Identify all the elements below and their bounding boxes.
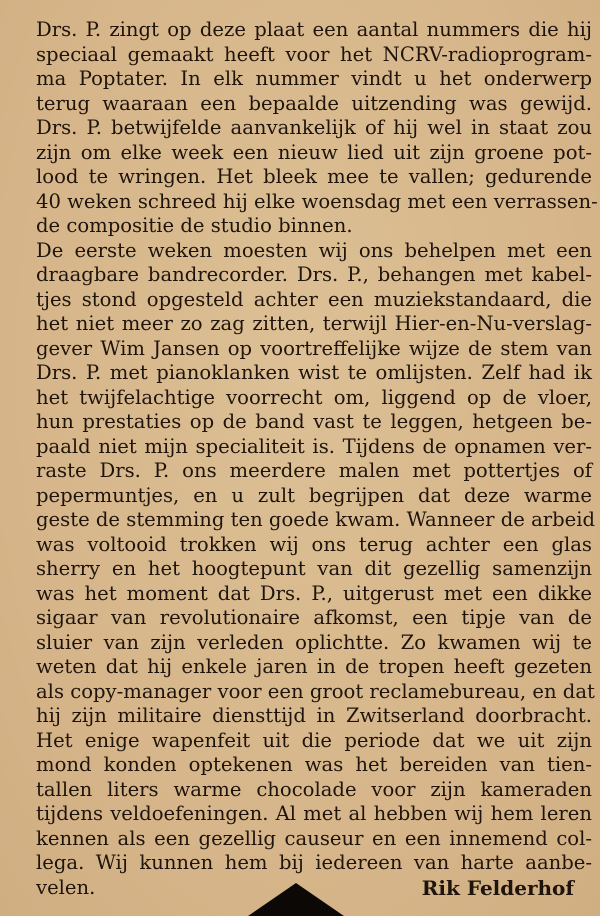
text-line: 40 weken schreed hij elke woensdag met een verrassen- — [36, 189, 598, 213]
paragraph — [36, 238, 596, 901]
liner-notes-text — [36, 18, 598, 900]
text-line: De eerste weken moesten wij ons behelpen met een — [36, 238, 592, 262]
text-line: Drs. P. met pianoklanken wist te omlijsten. Zelf had ik — [36, 361, 592, 384]
text-line: pepermuntjes, en u zult begrijpen dat deze warme — [36, 483, 592, 507]
text-line: tjes stond opgesteld achter een muziekstandaard, die — [36, 287, 592, 311]
text-line: velen. — [36, 875, 96, 899]
text-line: sigaar van revolutionaire afkomst, een tipje van de — [36, 606, 592, 629]
text-line: het niet meer zo zag zitten, terwijl Hier-en-Nu-verslag- — [36, 312, 592, 335]
text-line: hij zijn militaire diensttijd in Zwitserland doorbracht. — [36, 704, 592, 727]
text-line: speciaal gemaakt heeft voor het NCRV-radioprogram- — [36, 42, 592, 66]
text-line: zijn om elke week een nieuw lied uit zijn groene pot- — [36, 140, 592, 164]
text-line: lega. Wij kunnen hem bij iedereen van harte aanbe- — [36, 851, 592, 874]
text-line: lood te wringen. Het bleek mee te vallen; gedurende — [36, 165, 592, 188]
text-line: hun prestaties op de band vast te leggen, hetgeen be- — [36, 410, 592, 433]
text-line: het twijfelachtige voorrecht om, liggend op de vloer, — [36, 385, 592, 409]
text-line: was het moment dat Drs. P., uitgerust met een dikke — [36, 581, 592, 605]
text-line: terug waaraan een bepaalde uitzending was gewijd. — [36, 91, 592, 115]
text-line: draagbare bandrecorder. Drs. P., behangen met kabel- — [36, 263, 592, 286]
text-line: de compositie de studio binnen. — [36, 214, 353, 237]
text-line: was voltooid trokken wij ons terug achter een glas — [36, 532, 592, 556]
text-line: kennen als een gezellig causeur en een innemend col- — [36, 826, 592, 850]
text-line: Drs. P. betwijfelde aanvankelijk of hij wel in staat zou — [36, 116, 592, 139]
text-line: weten dat hij enkele jaren in de tropen heeft gezeten — [36, 655, 592, 678]
text-line: mond konden optekenen was het bereiden van tien- — [36, 753, 592, 776]
text-line: gever Wim Jansen op voortreffelijke wijze de stem van — [36, 336, 592, 360]
author-signature: Rik Felderhof — [421, 876, 574, 900]
triangle-marker — [248, 883, 344, 916]
text-line: als copy-manager voor een groot reclamebureau, en dat — [36, 679, 595, 703]
text-line: sluier van zijn verleden oplichtte. Zo kwamen wij te — [36, 630, 592, 654]
text-line: raste Drs. P. ons meerdere malen met pottertjes of — [36, 459, 592, 482]
text-line: ma Poptater. In elk nummer vindt u het onderwerp — [36, 67, 592, 90]
text-line: sherry en het hoogtepunt van dit gezellig samenzijn — [36, 557, 592, 580]
text-line: tallen liters warme chocolade voor zijn kameraden — [36, 777, 592, 801]
text-line: Het enige wapenfeit uit die periode dat we uit zijn — [36, 728, 592, 752]
text-line: tijdens veldoefeningen. Al met al hebben wij hem leren — [36, 802, 592, 825]
text-line: geste de stemming ten goede kwam. Wanneer de arbeid — [36, 508, 596, 531]
text-line: paald niet mijn specialiteit is. Tijdens de opnamen ver- — [36, 434, 592, 458]
text-line: Drs. P. zingt op deze plaat een aantal nummers die hij — [36, 18, 592, 41]
paragraph — [36, 18, 598, 239]
